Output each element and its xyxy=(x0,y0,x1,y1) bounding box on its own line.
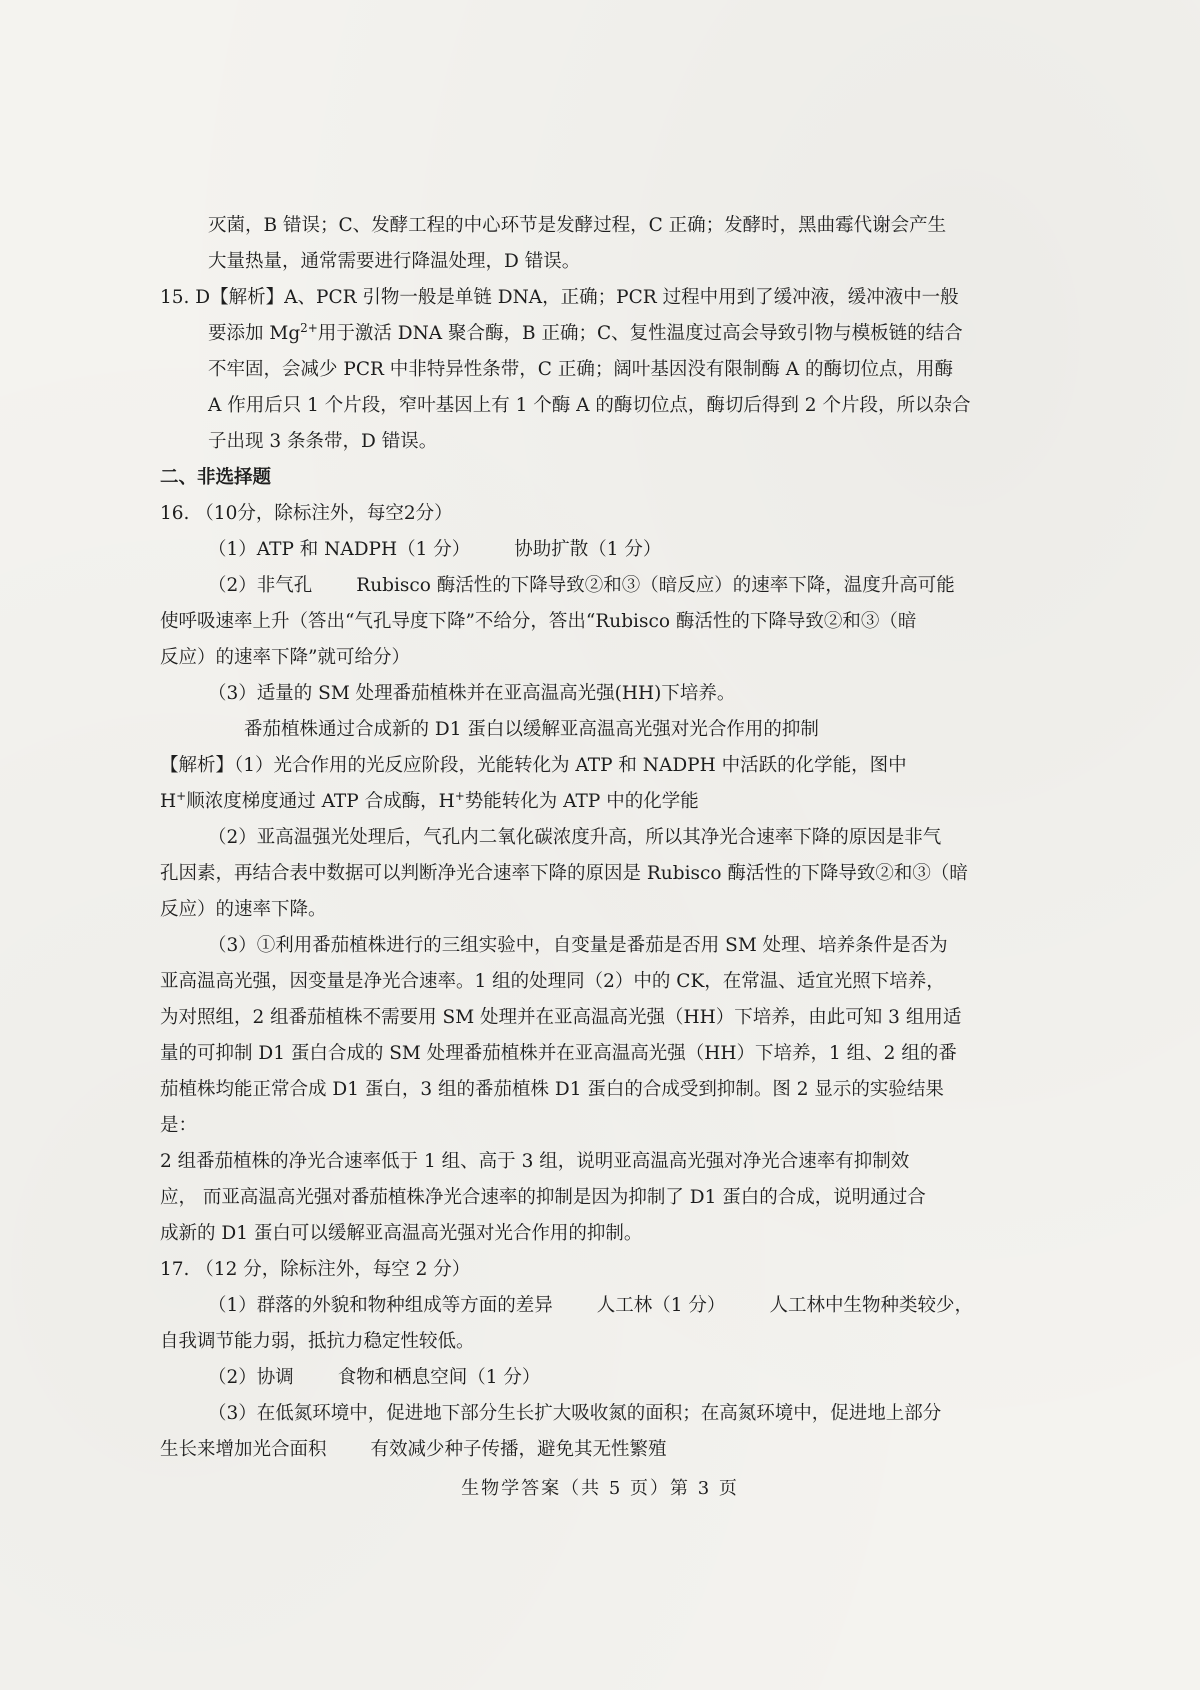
analysis-line: 是： xyxy=(160,1115,198,1136)
text-span: 用于激活 DNA 聚合酶，B 正确；C、复性温度过高会导致引物与模板链的结合 xyxy=(317,323,963,344)
text-span: Rubisco 酶活性的下降导致②和③（暗反应）的速率下降，温度升高可能 xyxy=(356,575,955,596)
question-17-header: 17. （12 分，除标注外，每空 2 分） xyxy=(160,1259,471,1280)
analysis-line: 茄植株均能正常合成 D1 蛋白，3 组的番茄植株 D1 蛋白的合成受到抑制。图 2 显示的实验结果 xyxy=(160,1079,944,1100)
answer-line xyxy=(160,1432,1040,1468)
analysis-line: 量的可抑制 D1 蛋白合成的 SM 处理番茄植株并在亚高温高光强（HH）下培养，1 组、2 组的番 xyxy=(160,1043,957,1064)
answer-line xyxy=(160,1360,1040,1396)
text-line: 大量热量，通常需要进行降温处理，D 错误。 xyxy=(208,251,581,272)
text-span: 人工林（1 分） xyxy=(596,1295,726,1316)
text-span: 食物和栖息空间（1 分） xyxy=(337,1367,541,1388)
analysis-line: 2 组番茄植株的净光合速率低于 1 组、高于 3 组，说明亚高温高光强对净光合速率有抑制效 xyxy=(160,1151,910,1172)
analysis-line: 【解析】（1）光合作用的光反应阶段，光能转化为 ATP 和 NADPH 中活跃的化学能，图中 xyxy=(160,755,907,776)
text-span: （1）ATP 和 NADPH（1 分） xyxy=(208,539,471,560)
text-span: H xyxy=(160,791,177,812)
superscript: + xyxy=(176,788,187,803)
question-15-line: 子出现 3 条条带，D 错误。 xyxy=(208,431,438,452)
analysis-line: （3）①利用番茄植株进行的三组实验中，自变量是番茄是否用 SM 处理、培养条件是否为 xyxy=(208,935,948,956)
answer-line: 使呼吸速率上升（答出“气孔导度下降”不给分，答出“Rubisco 酶活性的下降导致②和③（暗 xyxy=(160,611,917,632)
question-15-line: 15. D【解析】A、PCR 引物一般是单链 DNA，正确；PCR 过程中用到了缓冲液，缓冲液中一般 xyxy=(160,287,959,308)
page-footer: 生物学答案（共 5 页）第 3 页 xyxy=(461,1478,739,1499)
text-span: 要添加 Mg xyxy=(208,323,301,344)
superscript: 2+ xyxy=(300,320,318,335)
answer-line: 反应）的速率下降”就可给分） xyxy=(160,647,410,668)
superscript: + xyxy=(454,788,465,803)
analysis-line: 成新的 D1 蛋白可以缓解亚高温高光强对光合作用的抑制。 xyxy=(160,1223,643,1244)
section-heading: 二、非选择题 xyxy=(160,467,272,488)
question-15-line xyxy=(160,316,1040,352)
answer-line: （3）适量的 SM 处理番茄植株并在亚高温高光强(HH)下培养。 xyxy=(208,683,736,704)
answer-line xyxy=(160,532,1040,568)
text-span: 协助扩散（1 分） xyxy=(514,539,662,560)
text-span: 顺浓度梯度通过 ATP 合成酶，H xyxy=(186,791,455,812)
answer-line xyxy=(160,568,1040,604)
analysis-line: 应， 而亚高温高光强对番茄植株净光合速率的抑制是因为抑制了 D1 蛋白的合成，说明通过合 xyxy=(160,1187,926,1208)
answer-line: 番茄植株通过合成新的 D1 蛋白以缓解亚高温高光强对光合作用的抑制 xyxy=(244,719,819,740)
text-line: 灭菌，B 错误；C、发酵工程的中心环节是发酵过程，C 正确；发酵时，黑曲霉代谢会产生 xyxy=(208,215,947,236)
answer-line: （3）在低氮环境中，促进地下部分生长扩大吸收氮的面积；在高氮环境中，促进地上部分 xyxy=(208,1403,942,1424)
answer-line: 自我调节能力弱，抵抗力稳定性较低。 xyxy=(160,1331,475,1352)
analysis-line: 反应）的速率下降。 xyxy=(160,899,327,920)
answer-line xyxy=(160,1288,1040,1324)
analysis-line: 为对照组，2 组番茄植株不需要用 SM 处理并在亚高温高光强（HH）下培养，由此可知 3 组用适 xyxy=(160,1007,962,1028)
question-15-line: 不牢固，会减少 PCR 中非特异性条带，C 正确；阔叶基因没有限制酶 A 的酶切位点，用酶 xyxy=(208,359,953,380)
answer-content xyxy=(160,208,1040,1468)
analysis-line xyxy=(160,784,1040,820)
text-span: 生长来增加光合面积 xyxy=(160,1439,327,1460)
text-span: 势能转化为 ATP 中的化学能 xyxy=(464,791,699,812)
analysis-line: （2）亚高温强光处理后，气孔内二氧化碳浓度升高，所以其净光合速率下降的原因是非气 xyxy=(208,827,942,848)
analysis-line: 亚高温高光强，因变量是净光合速率。1 组的处理同（2）中的 CK，在常温、适宜光照下培养， xyxy=(160,971,945,992)
text-span: （1）群落的外貌和物种组成等方面的差异 xyxy=(208,1295,553,1316)
text-span: 人工林中生物种类较少， xyxy=(769,1295,973,1316)
analysis-line: 孔因素，再结合表中数据可以判断净光合速率下降的原因是 Rubisco 酶活性的下降导致②和③（暗 xyxy=(160,863,968,884)
question-16-header: 16. （10分，除标注外，每空2分） xyxy=(160,503,453,524)
question-15-line: A 作用后只 1 个片段，窄叶基因上有 1 个酶 A 的酶切位点，酶切后得到 2 个片段，所以杂合 xyxy=(208,395,971,416)
text-span: 有效减少种子传播，避免其无性繁殖 xyxy=(370,1439,667,1460)
text-span: （2）协调 xyxy=(208,1367,294,1388)
text-span: （2）非气孔 xyxy=(208,575,313,596)
